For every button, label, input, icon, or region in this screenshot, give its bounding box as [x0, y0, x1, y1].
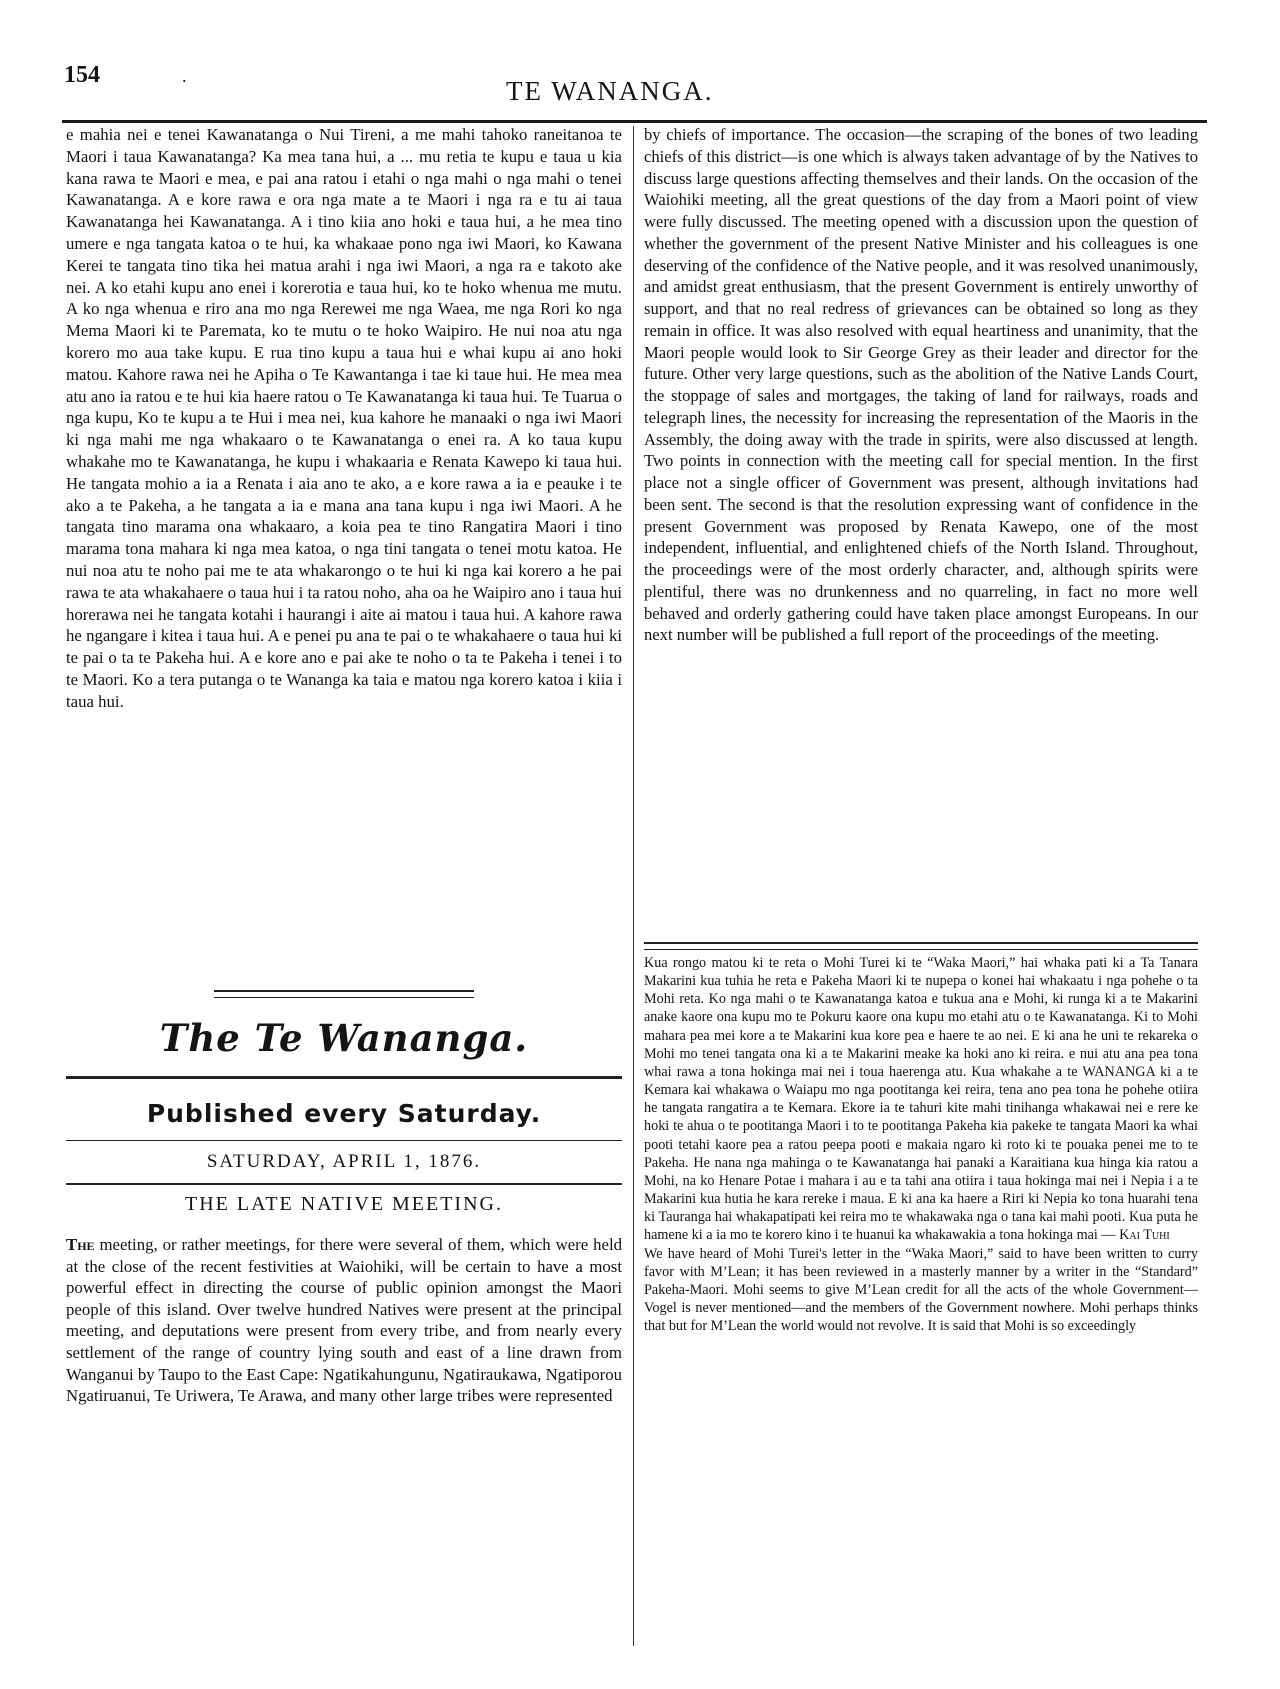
running-head: TE WANANGA. — [506, 76, 714, 106]
masthead-rule — [214, 990, 474, 998]
right-column — [644, 124, 1198, 646]
english-article-left — [66, 1234, 622, 1407]
page-dot: . — [182, 66, 187, 86]
page-number: 154 — [64, 62, 100, 88]
english-article-right — [644, 124, 1198, 646]
masthead-rule-2 — [66, 1076, 622, 1079]
published-line: Published every Saturday. — [146, 1099, 542, 1128]
header-rule — [62, 120, 1207, 123]
english-article-left-text: meeting, or rather meetings, for there were several of them, which were held at the close of the recent festivities at Waiohiki, will be certain to have a most powerful effect in directing the course of public opinion amongst the Maori people of this island. Over twelve hundred Natives were present at the principal meeting, and deputations were present from every tribe, and from nearly every settlement of the range of country lying south and east of a line drawn from Wanganui by Taupo to the East Cape: Ngatikahungunu, Ngatiraukawa, Ngatiporou Ngatiruanui, Te Uriwera, Te Arawa, and many other large tribes were represented — [66, 1235, 622, 1406]
article-lead-word: The — [66, 1235, 95, 1254]
masthead-rule-4 — [66, 1183, 622, 1185]
letter-signature: Kai Tuhi — [1119, 1227, 1170, 1244]
left-column — [66, 124, 622, 713]
english-article-right-text: by chiefs of importance. The occasion—the scraping of the bones of two leading chiefs of this district—is one which is always taken advantage of by the Natives to discuss large questions affecting themselves and their lands. On the occasion of the Waiohiki meeting, all the great questions of the day from a Maori point of view were fully discussed. The meeting opened with a discussion upon the question of whether the government of the present Native Minister and his colleagues is one deserving of the confidence of the Native people, and it was resolved unanimously, and amidst great enthusiasm, that the present Government is entirely unworthy of support, and that no real redress of grievances can be obtained so long as they remain in office. It was also resolved with equal heartiness and unanimity, that the Maori people would look to Sir George Grey as their leader and director for the future. Other very large questions, such as the abolition of the Native Lands Court, the stoppage of sales and mortgages, the taking of land for railways, roads and telegraph lines, the necessity for increasing the representation of the Maoris in the Assembly, the doing away with the trade in spirits, were also discussed at length. Two points in connection with the meeting call for special mention. In the first place not a single officer of Government was present, although invitations had been sent. The second is that the resolution expressing want of confidence in the present Government was proposed by Renata Kawepo, one of the most independent, influential, and enlightened chiefs of the North Island. Throughout, the proceedings were of the most orderly character, and, although spirits were plentiful, there was no drunkenness and no quarreling, in fact no more well behaved and orderly gathering could have taken place amongst Europeans. In our next number will be published a full report of the proceedings of the meeting. — [644, 125, 1198, 645]
letter-rule — [644, 942, 1198, 950]
letter-maori-text: Kua rongo matou ki te reta o Mohi Turei ki te “Waka Maori,” hai whaka pati ki a Ta Tanara Makarini kua tuhia he reta e Pakeha Maori ki te nupepa o konei hai whakaatu i nga pohehe o ta Mohi reta. Ko nga mahi o te Kawanatanga katoa e tukua ana e Mohi, ki runga ki a te Makarini anake kaore ona kupu mo te Pokuru kaore ona kupu mo etahi atu o te Kawanatanga. Ki to Mohi mahara pea mei kore a te Makarini kua kore pea e haere te ao nei. E ki ana he uni te rekareka o Mohi mo tenei tangata ona ki a te Makarini meake ka hoki ano ki reira. e nui atu ana pea tona whai rawa a tona hokinga mai nei i toua haerenga atu. Kua whakahe a te WANANGA ki a te Kemara kai whakawa o Waiapu mo nga pootitanga kei reira, tena ano pea tona he pohehe otiira he tangata rangatira a te Kemara. Ekore ia te tahuri kite mahi tinihanga whakawai nei e rere ke hoki te ahua o te pootitanga Maori i to te pootitanga Pakeha kia pakeke te tangata Maori ka whai pooti tetahi kaore pea a ratou peepa pooti e makaia ngaro ki roto ki te pouaka penei me to te Pakeha. He nana nga mahinga o te Kawanatanga hai panaki a Karaitiana kua hinga kia ratou a Mohi, na ko Henare Potae i mahara i au e ta tahi ana otiira i taua hokinga mai nei i Nepia i a te Makarini kua hutia he kara rereke i maua. E ki ana ka haere a Riri ki Nepia ko tona huarahi tena ki Tauranga hai whakapatipati kei reira mo te whakawaka nga o tana kai mahi pooti. Kua puta he hamene ki a ia mo te korero kino i te huanui ka whakawakia a tona hokinga mai — — [644, 955, 1198, 1244]
masthead — [66, 990, 622, 1407]
maori-article — [66, 124, 622, 713]
letter-english-text: We have heard of Mohi Turei's letter in the “Waka Maori,” said to have been written to curry favor with M’Lean; it has been reviewed in a masterly manner by a writer in the “Standard” Pakeha-Maori. Mohi seems to give M’Lean credit for all the acts of the whole Government—Vogel is never mentioned—and the members of the Government nowhere. Mohi perhaps thinks that but for M’Lean the world would not revolve. It is said that Mohi is so exceedingly — [644, 1245, 1198, 1335]
masthead-rule-3 — [66, 1140, 622, 1141]
maori-article-text: e mahia nei e tenei Kawanatanga o Nui Tireni, a me mahi tahoko raneitanoa te Maori i taua Kawanatanga? Ka mea tana hui, a ... mu retia te kupu e taua u kia kana rawa te Maori e mea, e pai ana ratou i etahi o nga mahi o nga mahi o tenei Kawanatanga. A e kore rawa e ora nga mate a te Maori i nga ra e tu ai taua Kawanatanga hei Kawanatanga. A i tino kiia ano hoki e taua hui, a he mea tino umere e nga tangata katoa o te hui, ka whakaae pono nga iwi Maori, ko Kawana Kerei te tangata tino tika hei matua arahi i nga iwi Maori, a nga ra e takoto ake nei. A ko etahi kupu ano enei i korerotia e taua hui, ko te hoko whenua me mutu. A ko nga whenua e riro ana mo nga Rerewei me nga Waea, me nga Rori ko nga Mema Maori ki te Paremata, ko te mutu o te hoko Waipiro. He nui noa atu nga korero mo aua take kupu. E rua tino kupu a taua hui e whai kupu ai ano hoki matou. Kahore rawa nei he Apiha o Te Kawantanga i tae ki taue hui. He mea mea atu ano ia ratou e te hui kia haere ratou o Te Kawanatanga ki taua hui. Te Tuarua o nga kupu, Ko te kupu a te Hui i mea nei, kua kahore he manaaki o nga iwi Maori ki nga mahi me nga whakaaro o te Kawanatanga o enei ra. A ko taua kupu whakahe mo te Kawanatanga, he kupu i whakaaria e Renata Kawepo ki taua hui. He tangata mohio a ia a Renata i aia ano te ako, a e kore rawa a ia e peauke i te ako a te Pakeha, a he tangata a ia e mana ana tana kupu i nga iwi Maori. A he tangata tino marama ona whakaaro, a koia pea te tino Rangatira Maori i tino marama tona mahara ki nga mea katoa, o nga tini tangata o tenei motu katoa. He nui noa atu te noho pai me te ata whakarongo o te hui ki nga kai korero a he pai rawa te ata whakahaere o taua hui i ta ratou noho, aha oa he Waipiro ano i taua hui horerawa nei he tangata kotahi i haurangi i aite ai matou i taua hui. A kahore rawa he ngangare i kitea i taua hui. A e penei pu ana te pai o te whakahaere o taua hui ki te pai o ta te Pakeha hui. A e kore ano e pai ake te noho o ta te Pakeha i tenei i to te Maori. Ko a tera putanga o te Wananga ka taia e matou nga korero katoa i kiia i taua hui. — [66, 125, 622, 711]
letter-text — [644, 954, 1198, 1335]
letter-section — [644, 942, 1198, 1335]
section-title: THE LATE NATIVE MEETING. — [185, 1193, 503, 1215]
masthead-title: The Te Wananga. — [159, 1016, 529, 1060]
column-divider — [633, 126, 634, 1646]
issue-date: SATURDAY, APRIL 1, 1876. — [206, 1151, 482, 1172]
